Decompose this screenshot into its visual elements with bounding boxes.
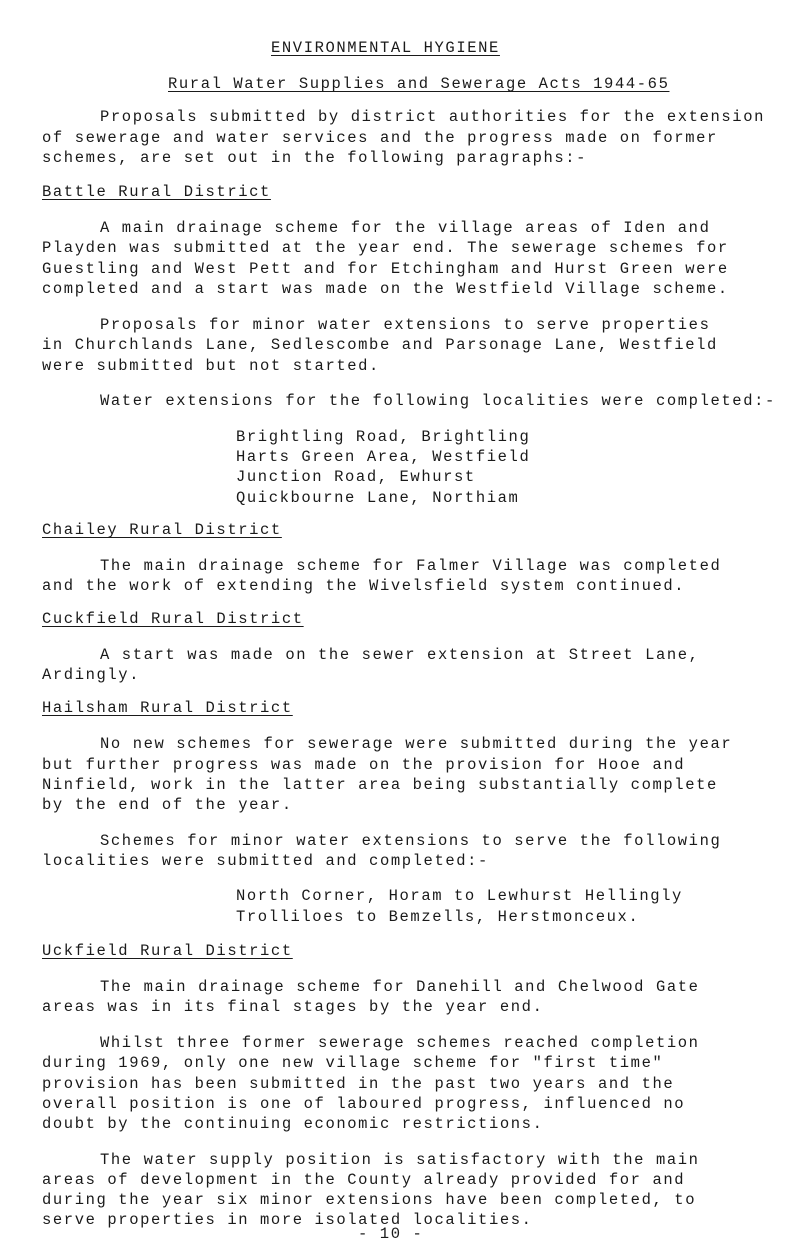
- paragraph-line: by the end of the year.: [42, 796, 293, 814]
- paragraph-line: localities were submitted and completed:-: [42, 852, 489, 870]
- section-heading: Cuckfield Rural District: [42, 610, 304, 628]
- list-item: Brightling Road, Brightling: [236, 428, 531, 446]
- list-item: Harts Green Area, Westfield: [236, 448, 531, 466]
- paragraph-line: Guestling and West Pett and for Etchingham and Hurst Green were: [42, 260, 729, 278]
- paragraph-line: No new schemes for sewerage were submitted during the year: [100, 735, 733, 753]
- intro-line: schemes, are set out in the following paragraphs:-: [42, 149, 588, 167]
- paragraph-line: Proposals for minor water extensions to serve properties: [100, 316, 711, 334]
- list-item: Trolliloes to Bemzells, Herstmonceux.: [236, 908, 640, 926]
- paragraph-line: during the year six minor extensions have been completed, to: [42, 1191, 697, 1209]
- paragraph-line: and the work of extending the Wivelsfield system continued.: [42, 577, 686, 595]
- list-item: Junction Road, Ewhurst: [236, 468, 476, 486]
- paragraph-line: Ninfield, work in the latter area being substantially complete: [42, 776, 718, 794]
- paragraph-line: but further progress was made on the provision for Hooe and: [42, 756, 686, 774]
- paragraph-line: Water extensions for the following localities were completed:-: [100, 392, 776, 410]
- paragraph-line: Whilst three former sewerage schemes reached completion: [100, 1034, 700, 1052]
- paragraph-line: The main drainage scheme for Danehill and Chelwood Gate: [100, 978, 700, 996]
- intro-line: of sewerage and water services and the progress made on former: [42, 129, 718, 147]
- paragraph-line: in Churchlands Lane, Sedlescombe and Parsonage Lane, Westfield: [42, 336, 718, 354]
- section-heading: Battle Rural District: [42, 183, 271, 201]
- paragraph-line: areas of development in the County already provided for and: [42, 1171, 686, 1189]
- paragraph-line: were submitted but not started.: [42, 357, 380, 375]
- paragraph-line: Schemes for minor water extensions to serve the following: [100, 832, 722, 850]
- paragraph-line: overall position is one of laboured progress, influenced no: [42, 1095, 686, 1113]
- section-heading: Chailey Rural District: [42, 521, 282, 539]
- intro-line: Proposals submitted by district authorities for the extension: [100, 108, 765, 126]
- paragraph-line: provision has been submitted in the past two years and the: [42, 1075, 675, 1093]
- paragraph-line: The water supply position is satisfactory with the main: [100, 1151, 700, 1169]
- section-heading: Hailsham Rural District: [42, 699, 293, 717]
- paragraph-line: during 1969, only one new village scheme for "first time": [42, 1054, 664, 1072]
- page-number: - 10 -: [358, 1225, 424, 1243]
- page-subtitle: Rural Water Supplies and Sewerage Acts 1944-65: [168, 75, 670, 93]
- page-title: ENVIRONMENTAL HYGIENE: [271, 39, 500, 57]
- paragraph-line: The main drainage scheme for Falmer Village was completed: [100, 557, 722, 575]
- paragraph-line: areas was in its final stages by the year end.: [42, 998, 544, 1016]
- paragraph-line: completed and a start was made on the Westfield Village scheme.: [42, 280, 729, 298]
- paragraph-line: Playden was submitted at the year end. The sewerage schemes for: [42, 239, 729, 257]
- paragraph-line: A start was made on the sewer extension at Street Lane,: [100, 646, 700, 664]
- paragraph-line: A main drainage scheme for the village areas of Iden and: [100, 219, 711, 237]
- list-item: Quickbourne Lane, Northiam: [236, 489, 520, 507]
- paragraph-line: Ardingly.: [42, 666, 141, 684]
- paragraph-line: doubt by the continuing economic restrictions.: [42, 1115, 544, 1133]
- list-item: North Corner, Horam to Lewhurst Hellingly: [236, 887, 683, 905]
- section-heading: Uckfield Rural District: [42, 942, 293, 960]
- paragraph-line: serve properties in more isolated localities.: [42, 1211, 533, 1229]
